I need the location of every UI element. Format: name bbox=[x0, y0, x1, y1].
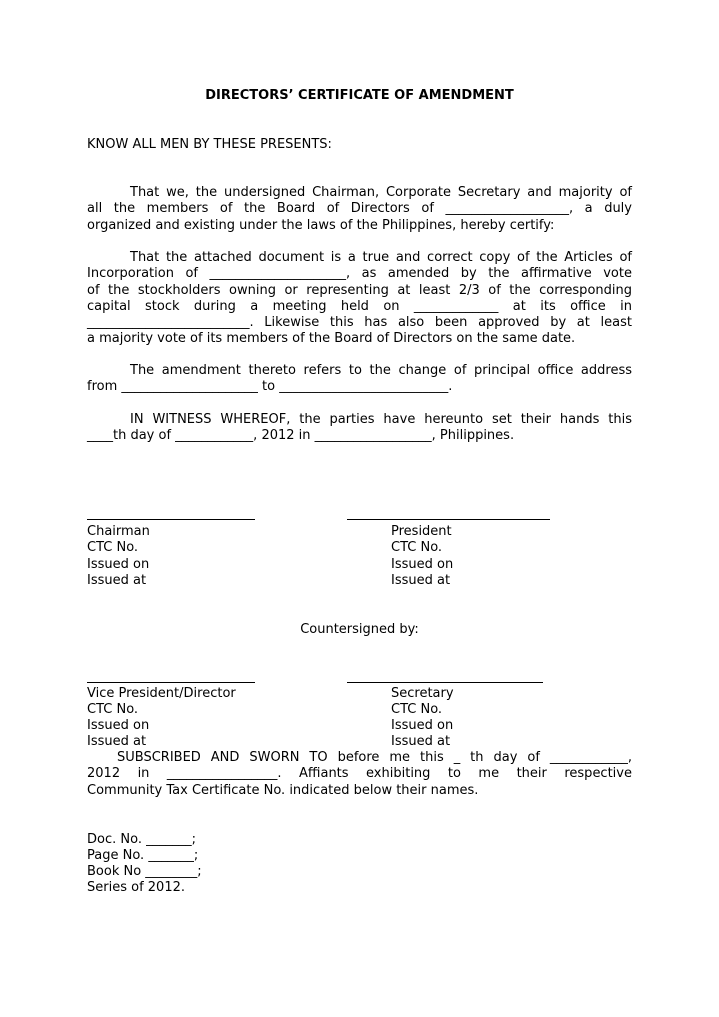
paragraph-line: capital stock during a meeting held on _____________ at its office in bbox=[87, 298, 632, 314]
paragraph-line: of the stockholders owning or representing at least 2/3 of the corresponding bbox=[87, 282, 632, 298]
paragraph-articles bbox=[87, 250, 632, 348]
page-no-line: Page No. _______; bbox=[87, 848, 199, 863]
signatory-issued-at-label: Issued at bbox=[391, 734, 451, 749]
paragraph-certification bbox=[87, 185, 632, 234]
countersigned-label: Countersigned by: bbox=[300, 622, 419, 637]
paragraph-line: from _____________________ to __________________________. bbox=[87, 379, 453, 395]
paragraph-amendment bbox=[87, 363, 632, 396]
signature-line-chairman bbox=[87, 519, 255, 520]
paragraph-line: 2012 in _________________. Affiants exhibiting to me their respective bbox=[87, 766, 632, 782]
signatory-title-chairman: Chairman bbox=[87, 524, 150, 539]
signatory-ctc-label: CTC No. bbox=[87, 540, 139, 555]
signatory-issued-at-label: Issued at bbox=[87, 734, 147, 749]
paragraph-line: Community Tax Certificate No. indicated below their names. bbox=[87, 782, 479, 798]
paragraph-line: That the attached document is a true and correct copy of the Articles of bbox=[130, 250, 632, 265]
signatory-title-vice-president: Vice President/Director bbox=[87, 686, 236, 701]
signatory-title-secretary: Secretary bbox=[391, 686, 454, 701]
document-title: DIRECTORS’ CERTIFICATE OF AMENDMENT bbox=[205, 88, 514, 103]
paragraph-line: all the members of the Board of Directors of ___________________, a duly bbox=[87, 201, 632, 217]
signatory-issued-on-label: Issued on bbox=[87, 557, 150, 572]
signature-line-president bbox=[347, 519, 550, 520]
signatory-issued-on-label: Issued on bbox=[87, 718, 150, 733]
signatory-ctc-label: CTC No. bbox=[391, 702, 443, 717]
paragraph-line: SUBSCRIBED AND SWORN TO before me this _ th day of ____________, bbox=[117, 750, 632, 765]
paragraph-line: ____th day of ____________, 2012 in __________________, Philippines. bbox=[87, 428, 515, 444]
signatory-issued-at-label: Issued at bbox=[87, 573, 147, 588]
signatory-ctc-label: CTC No. bbox=[391, 540, 443, 555]
series-line: Series of 2012. bbox=[87, 880, 185, 895]
book-no-line: Book No ________; bbox=[87, 864, 202, 879]
paragraph-line: _________________________. Likewise this has also been approved by at least bbox=[87, 315, 632, 331]
jurat-paragraph bbox=[87, 750, 632, 799]
signatory-issued-on-label: Issued on bbox=[391, 557, 454, 572]
doc-no-line: Doc. No. _______; bbox=[87, 832, 196, 847]
signatory-issued-at-label: Issued at bbox=[391, 573, 451, 588]
signatory-ctc-label: CTC No. bbox=[87, 702, 139, 717]
paragraph-line: a majority vote of its members of the Board of Directors on the same date. bbox=[87, 331, 576, 347]
signature-line-secretary bbox=[347, 682, 543, 683]
salutation: KNOW ALL MEN BY THESE PRESENTS: bbox=[87, 137, 332, 152]
paragraph-line: That we, the undersigned Chairman, Corporate Secretary and majority of bbox=[130, 185, 632, 200]
paragraph-line: The amendment thereto refers to the change of principal office address bbox=[130, 363, 632, 378]
signatory-issued-on-label: Issued on bbox=[391, 718, 454, 733]
paragraph-line: Incorporation of _____________________, as amended by the affirmative vote bbox=[87, 266, 632, 282]
paragraph-line: IN WITNESS WHEREOF, the parties have hereunto set their hands this bbox=[130, 412, 632, 427]
signatory-title-president: President bbox=[391, 524, 452, 539]
signature-line-vice-president bbox=[87, 682, 255, 683]
paragraph-witness bbox=[87, 412, 632, 445]
paragraph-line: organized and existing under the laws of the Philippines, hereby certify: bbox=[87, 217, 555, 233]
